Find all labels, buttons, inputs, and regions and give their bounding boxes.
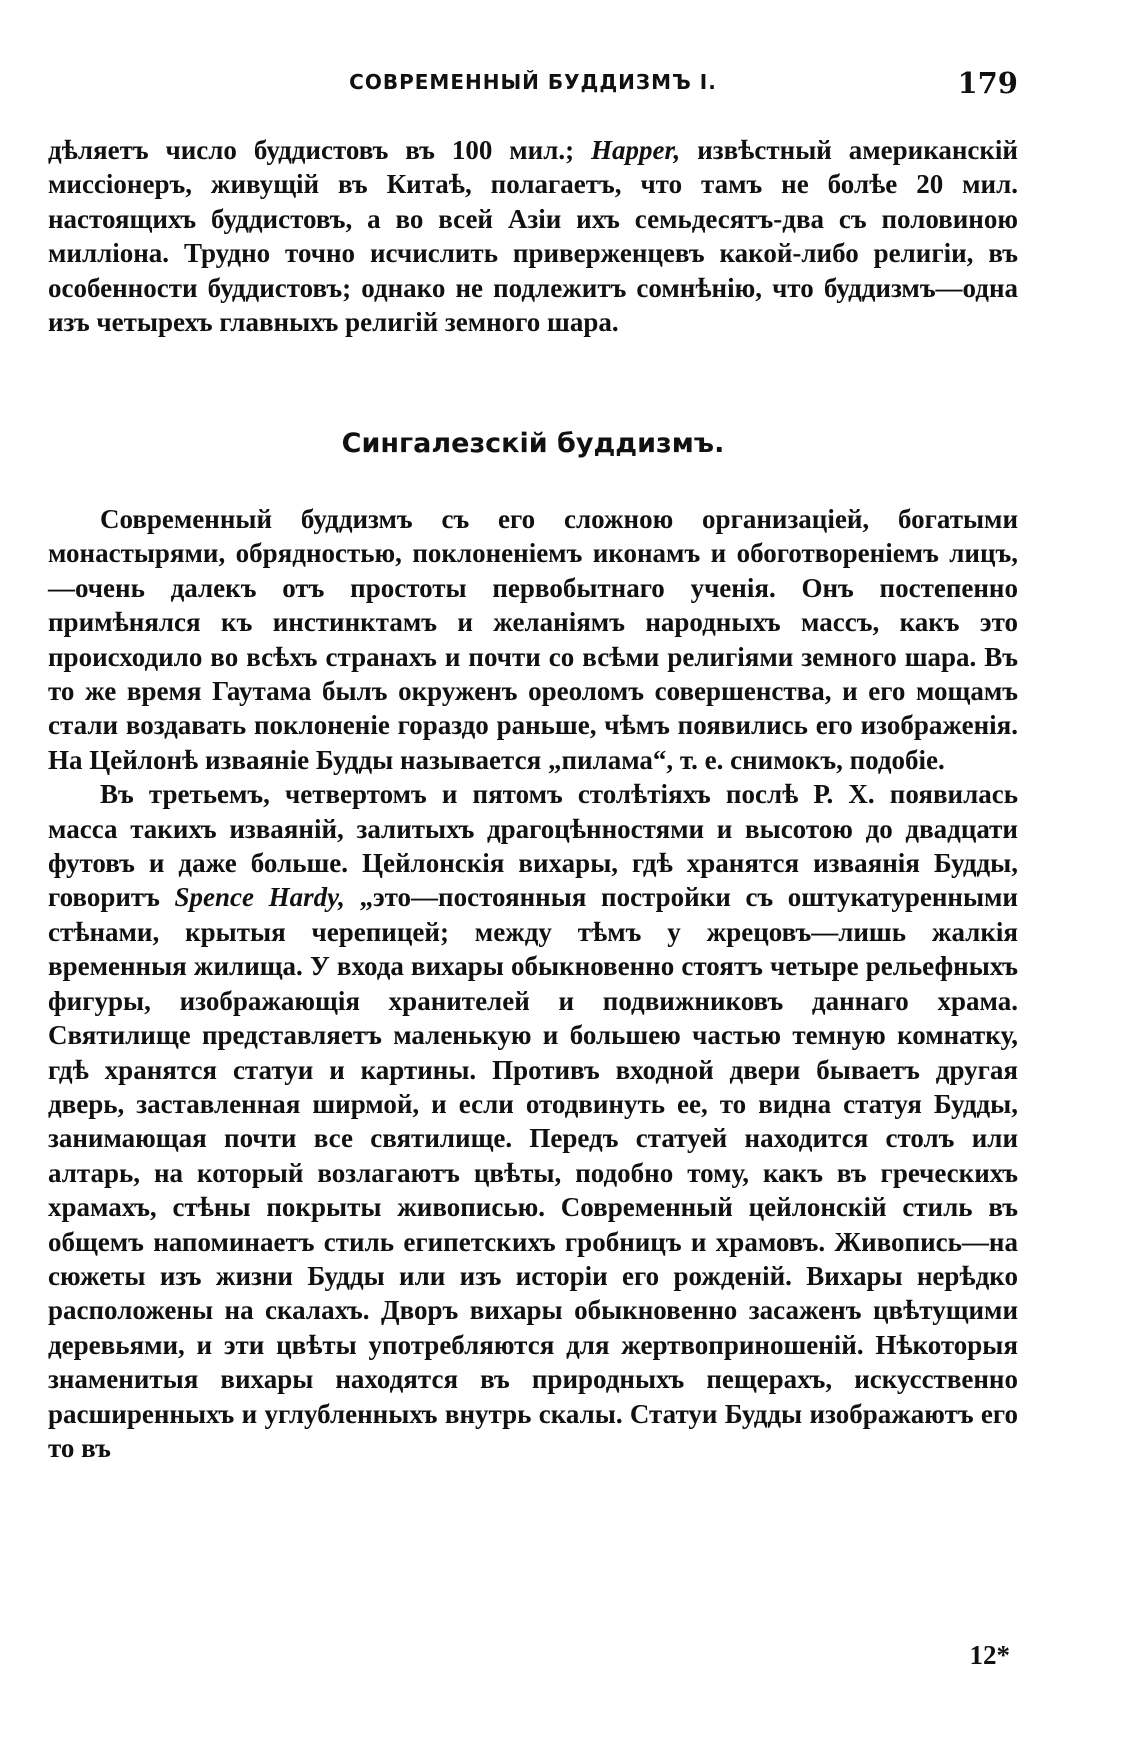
page-number: 179: [957, 66, 1018, 100]
intro-text-a: дѣляетъ число буддистовъ въ 100 мил.;: [48, 135, 592, 165]
intro-paragraph: [48, 133, 1018, 339]
intro-text-block: [48, 133, 1018, 339]
paragraph-2-text-b: „это—постоянныя постройки съ оштукатуренными стѣнами, крытыя черепицей; между тѣмъ у жрецовъ—лишь жалкiя временныя жилища. У входа вихары обыкновенно стоятъ четыре рельефныхъ фигуры, изображающiя хранителей и подвижниковъ даннаго храма. Святилище представляетъ маленькую и большею частью темную комнатку, гдѣ хранятся статуи и картины. Противъ входной двери бываетъ другая дверь, заставленная ширмой, и если отодвинуть ее, то видна статуя Будды, занимающая почти все святилище. Передъ статуей находится столъ или алтарь, на который возлагаютъ цвѣты, подобно тому, какъ въ греческихъ храмахъ, стѣны покрыты живописью. Современный цейлонскiй стиль въ общемъ напоминаетъ стиль египетскихъ гробницъ и храмовъ. Живопись—на сюжеты изъ жизни Будды или изъ исторiи его рожденiй. Вихары нерѣдко расположены на скалахъ. Дворъ вихары обыкновенно засаженъ цвѣтущими деревьями, и эти цвѣты употребляются для жертвоприношенiй. Нѣкоторыя знаменитыя вихары находятся въ природныхъ пещерахъ, искусственно расширенныхъ и углубленныхъ внутрь скалы. Статуи Будды изображаютъ его то въ: [48, 882, 1018, 1463]
section-heading: Сингалезскій буддизмъ.: [341, 428, 725, 459]
page-header: [48, 66, 1018, 106]
intro-text-b: извѣстный американскій миссіонеръ, живущій въ Китаѣ, полагаетъ, что тамъ не болѣе 20 мил. настоящихъ буддистовъ, а во всей Азіи ихъ семьдесятъ-два съ половиною милліона. Трудно точно исчислить приверженцевъ какой-либо религіи, въ особенности буддистовъ; однако не подлежитъ сомнѣнію, что буддизмъ—одна изъ четырехъ главныхъ религій земного шара.: [48, 135, 1018, 338]
paragraph-2-author-name: Spence Hardy,: [174, 882, 345, 913]
paragraph-2-text-a: Въ третьемъ, четвертомъ и пятомъ столѣтiяхъ послѣ Р. Х. появилась масса такихъ изваянiй, залитыхъ драгоцѣнностями и высотою до двадцати футовъ и даже больше. Цейлонскiя вихары, гдѣ хранятся изваянiя Будды, говоритъ: [48, 779, 1018, 913]
running-title: СОВРЕМЕННЫЙ БУДДИЗМЪ I.: [349, 70, 717, 94]
main-text-block: [48, 502, 1018, 1465]
signature-mark: 12*: [969, 1640, 1010, 1670]
intro-author-name: Happer,: [591, 135, 681, 165]
paragraph-2: [48, 777, 1018, 1465]
paragraph-1: Современный буддизмъ съ его сложною организацiей, богатыми монастырями, обрядностью, поклоненiемъ иконамъ и обоготворенiемъ лицъ,—очень далекъ отъ простоты первобытнаго ученiя. Онъ постепенно примѣнялся къ инстинктамъ и желанiямъ народныхъ массъ, какъ это происходило во всѣхъ странахъ и почти со всѣми религiями земного шара. Въ то же время Гаутама былъ окруженъ ореоломъ совершенства, и его мощамъ стали воздавать поклоненiе гораздо раньше, чѣмъ появились его изображенiя. На Цейлонѣ изваянiе Будды называется „пилама“, т. е. снимокъ, подобiе.: [48, 504, 1018, 775]
